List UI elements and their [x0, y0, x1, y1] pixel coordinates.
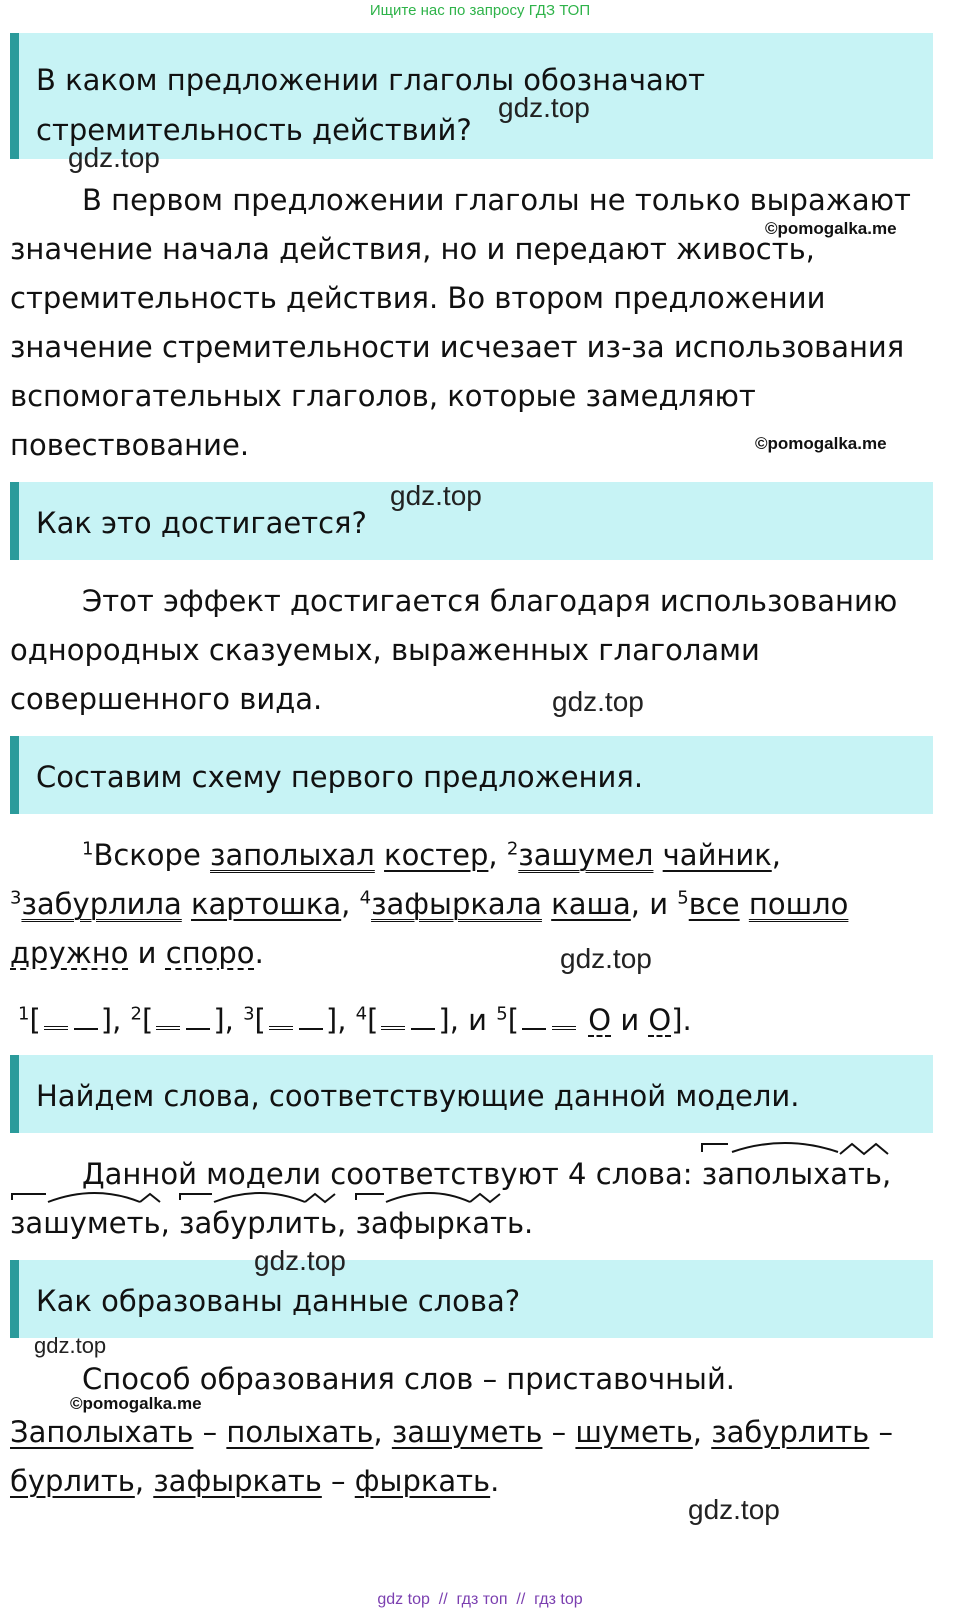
answer-5-pairs: Заполыхать – полыхать, зашуметь – шуметь, забурлить – бурлить, зафыркать – фыркать.	[10, 1415, 893, 1498]
question-2-text: Как это достигается?	[36, 506, 367, 540]
adverbial: дружно	[10, 936, 129, 970]
question-4-box	[10, 1055, 933, 1133]
watermark-gdz: gdz.top	[68, 142, 160, 173]
question-4-text: Найдем слова, соответствующие данной модели.	[36, 1079, 800, 1113]
answer-1: В первом предложении глаголы не только выражают значение начала действия, но и передают живость, стремительность действия. Во втором предложении значение стремительности исчезает из-за использования вспомогательных глаголов, которые замедляют повествование.	[10, 183, 911, 462]
predicate: заполыхал	[210, 838, 375, 872]
derived-word: забурлить	[711, 1415, 870, 1449]
scheme-adverbial: О	[588, 1003, 612, 1037]
predicate: пошло	[748, 887, 849, 921]
question-3-text: Составим схему первого предложения.	[36, 760, 644, 794]
clause-number: 5	[677, 887, 689, 909]
prefix-mark	[12, 1194, 46, 1200]
model-word: заполыхать	[701, 1157, 883, 1191]
subject: каша	[551, 887, 631, 921]
prefix-mark	[702, 1144, 728, 1152]
suffix-mark	[305, 1194, 335, 1202]
derived-word: Заполыхать	[10, 1415, 194, 1449]
clause-number: 3	[10, 887, 22, 909]
watermark-pomogalka: ©pomogalka.me	[70, 1394, 202, 1413]
prefix-mark	[356, 1194, 384, 1200]
adverbial: споро	[165, 936, 255, 970]
root-arc	[732, 1143, 838, 1152]
scheme-adverbial: О	[648, 1003, 672, 1037]
answer-4-intro: Данной модели соответствуют 4 слова:	[82, 1157, 693, 1191]
comma: ,	[337, 1003, 347, 1037]
conjunction: , и	[449, 1003, 488, 1037]
base-word: полыхать	[226, 1415, 374, 1449]
prefix-mark	[180, 1194, 212, 1200]
conjunction: , и	[630, 887, 669, 921]
footer-links: gdz top // гдз топ // гдз top	[377, 1591, 583, 1608]
period: .	[682, 1003, 692, 1037]
answer-5-intro: Способ образования слов – приставочный.	[82, 1362, 736, 1396]
watermark-gdz: gdz.top	[552, 686, 644, 717]
morpheme-marks-4	[0, 1140, 960, 1210]
watermark-gdz: gdz.top	[498, 92, 590, 123]
suffix-mark	[470, 1194, 500, 1202]
watermark-gdz: gdz.top	[390, 480, 482, 511]
subject: костер	[384, 838, 489, 872]
watermark-gdz: gdz.top	[34, 1333, 107, 1358]
root-arc	[214, 1193, 305, 1202]
base-word: бурлить	[10, 1464, 135, 1498]
answer-2: Этот эффект достигается благодаря использованию однородных сказуемых, выраженных глаголами совершенного вида.	[10, 584, 898, 716]
clause-number: 2	[506, 838, 519, 860]
question-1-line-1: В каком предложении глаголы обозначают	[36, 63, 706, 97]
suffix-mark	[140, 1194, 160, 1202]
watermark-gdz: gdz.top	[254, 1245, 346, 1276]
top-banner: Ищите нас по запросу ГДЗ ТОП	[369, 2, 591, 19]
base-word: фыркать	[354, 1464, 491, 1498]
watermark-pomogalka: ©pomogalka.me	[755, 434, 887, 453]
word: и	[137, 936, 157, 970]
clause-number: 4	[359, 887, 372, 909]
subject: чайник	[662, 838, 772, 872]
comma: ,	[112, 1003, 122, 1037]
comma: ,	[771, 838, 781, 872]
scheme-number: 1	[18, 1003, 30, 1025]
scheme-number: 5	[496, 1003, 508, 1025]
sentence-scheme: $^1$[ ], $^2$[ ], $^3$[ ], $^4$[ ], и $^5$[ О и О].	[18, 1003, 692, 1037]
subject: все	[688, 887, 740, 921]
example-sentence	[10, 831, 910, 978]
scheme-number: 4	[355, 1003, 368, 1025]
watermark-gdz: gdz.top	[688, 1494, 780, 1525]
question-5-text: Как образованы данные слова?	[36, 1284, 521, 1318]
suffix-mark	[840, 1144, 888, 1154]
predicate: зашумел	[518, 838, 654, 872]
model-word: забурлить	[179, 1206, 338, 1240]
conjunction: и	[620, 1003, 640, 1037]
base-word: шуметь	[575, 1415, 693, 1449]
scheme-number: 2	[130, 1003, 142, 1025]
model-word: зафыркать	[355, 1206, 525, 1240]
question-1-box	[10, 33, 933, 159]
period: .	[254, 936, 264, 970]
comma: ,	[224, 1003, 234, 1037]
derived-word: зашуметь	[391, 1415, 543, 1449]
subject: картошка	[191, 887, 342, 921]
clause-number: 1	[82, 838, 94, 860]
predicate: зафыркала	[371, 887, 542, 921]
question-1-line-2: стремительность действий?	[36, 113, 472, 147]
answer-4: Данной модели соответствуют 4 слова: заполыхать, зашуметь, забурлить, зафыркать.	[10, 1157, 892, 1240]
comma: ,	[488, 838, 498, 872]
comma: ,	[341, 887, 351, 921]
question-5-box	[10, 1260, 933, 1338]
root-arc	[48, 1193, 140, 1202]
watermark-gdz: gdz.top	[560, 943, 652, 974]
model-word: зашуметь	[10, 1206, 161, 1240]
question-3-box	[10, 736, 933, 814]
watermark-pomogalka: ©pomogalka.me	[765, 219, 897, 238]
root-arc	[386, 1193, 470, 1202]
scheme-number: 3	[243, 1003, 255, 1025]
predicate: забурлила	[21, 887, 182, 921]
derived-word: зафыркать	[153, 1464, 322, 1498]
word: Вскоре	[93, 838, 201, 872]
